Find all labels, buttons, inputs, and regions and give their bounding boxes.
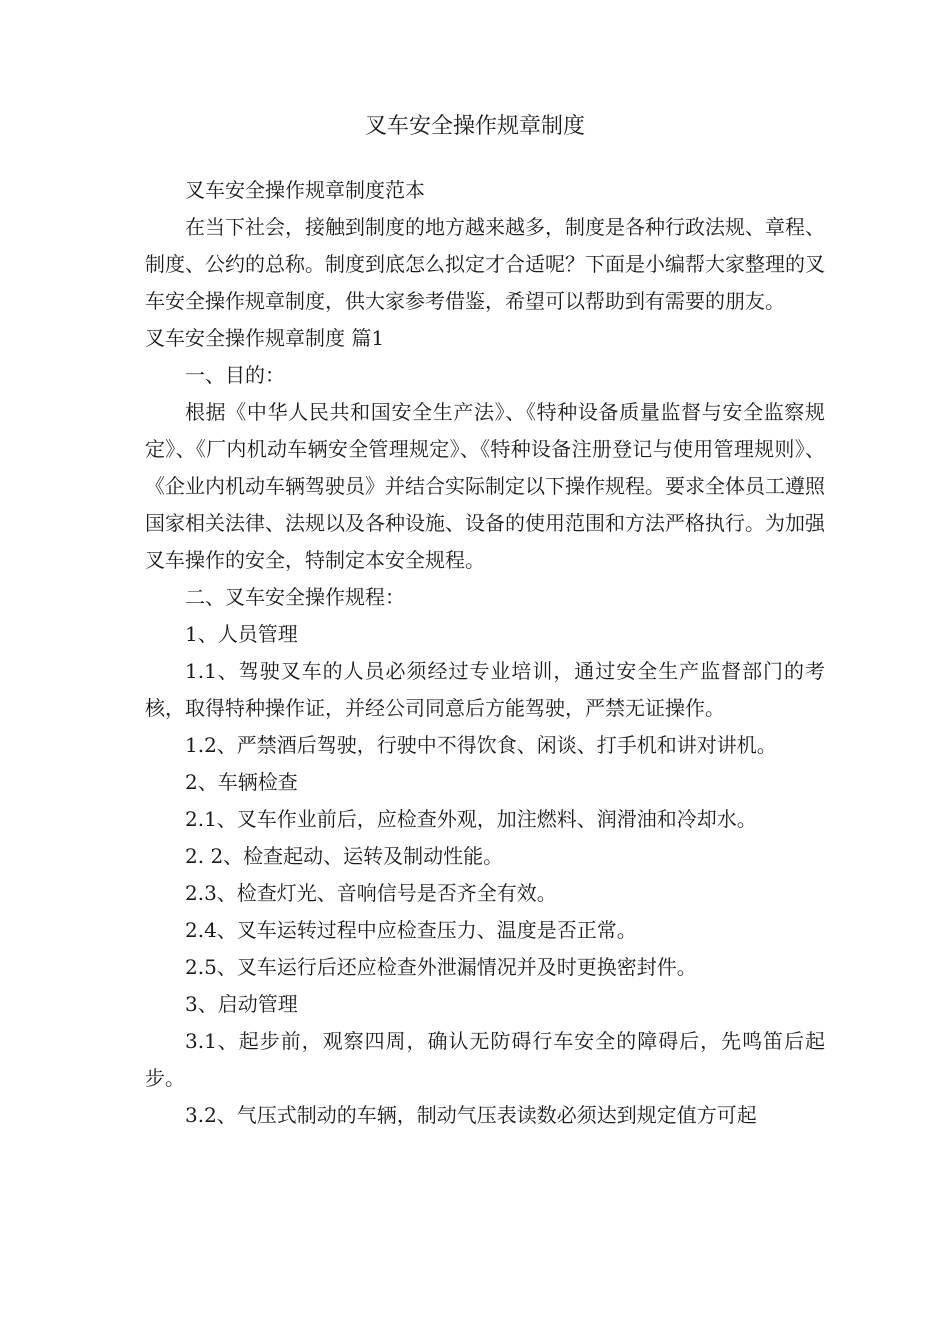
paragraph: 3.2、气压式制动的车辆，制动气压表读数必须达到规定值方可起 [185,1103,757,1127]
paragraph: 1.2、严禁酒后驾驶，行驶中不得饮食、闲谈、打手机和讲对讲机。 [185,733,777,757]
document-title: 叉车安全操作规章制度 [364,114,585,139]
paragraph: 2.4、叉车运转过程中应检查压力、温度是否正常。 [185,918,637,942]
paragraph: 在当下社会，接触到制度的地方越来越多，制度是各种行政法规、章程、制度、公约的总称。制度到底怎么拟定才合适呢？下面是小编帮大家整理的叉车安全操作规章制度，供大家参考借鉴，希望可以帮助到有需要的朋友。 [145,215,825,313]
paragraph: 2.3、检查灯光、音响信号是否齐全有效。 [185,881,557,905]
paragraph: 1、人员管理 [185,622,298,646]
paragraph: 2. 2、检查起动、运转及制动性能。 [185,844,504,868]
paragraph: 二、叉车安全操作规程： [185,585,405,609]
paragraph: 2.5、叉车运行后还应检查外泄漏情况并及时更换密封件。 [185,955,697,979]
paragraph: 1.1、驾驶叉车的人员必须经过专业培训，通过安全生产监督部门的考核，取得特种操作证，并经公司同意后方能驾驶，严禁无证操作。 [145,659,825,720]
paragraph: 2、车辆检查 [185,770,298,794]
paragraph: 根据《中华人民共和国安全生产法》、《特种设备质量监督与安全监察规定》、《厂内机动车辆安全管理规定》、《特种设备注册登记与使用管理规则》、《企业内机动车辆驾驶员》并结合实际制定以下操作规程。要求全体员工遵照国家相关法律、法规以及各种设施、设备的使用范围和方法严格执行。为加强叉车操作的安全，特制定本安全规程。 [145,400,825,572]
paragraph: 3、启动管理 [185,992,298,1016]
document-body [145,172,825,1134]
paragraph: 2.1、叉车作业前后，应检查外观，加注燃料、润滑油和冷却水。 [185,807,757,831]
paragraph: 3.1、起步前，观察四周，确认无防碍行车安全的障碍后，先鸣笛后起步。 [145,1029,825,1090]
paragraph: 叉车安全操作规章制度 篇1 [145,326,385,350]
paragraph: 叉车安全操作规章制度范本 [185,178,425,202]
paragraph: 一、目的： [185,363,285,387]
